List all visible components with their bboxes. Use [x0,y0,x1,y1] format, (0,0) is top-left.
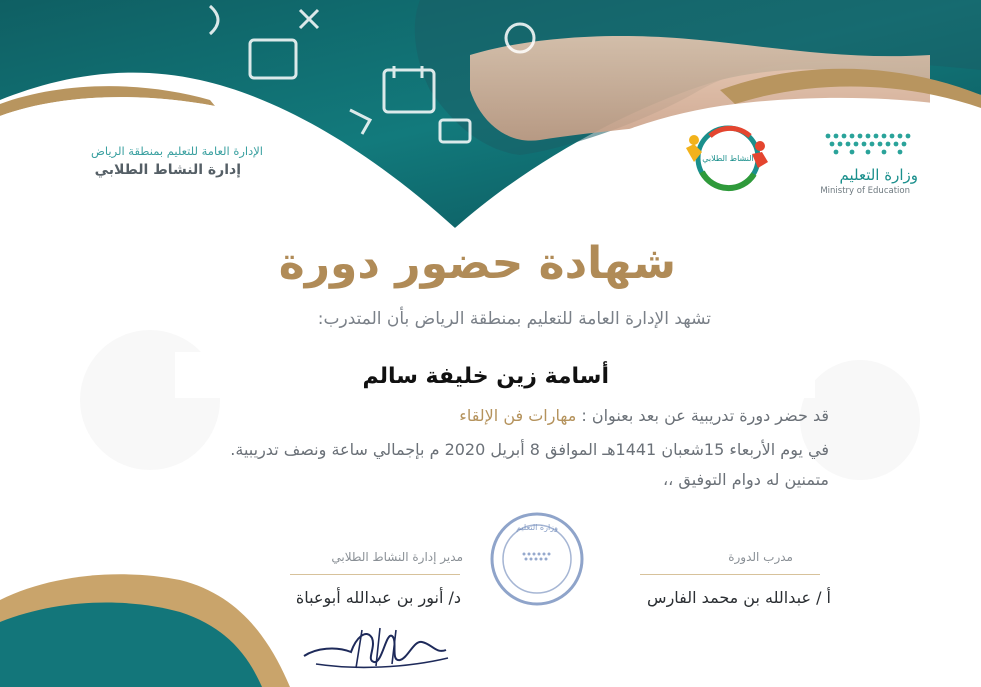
trainer-caption: مدرب الدورة [728,550,793,564]
issuer-line2: إدارة النشاط الطلابي [94,162,241,178]
director-caption: مدير إدارة النشاط الطلابي [331,550,463,564]
closing-line: متمنين له دوام التوفيق ،، [662,470,829,489]
ministry-dots-icon [820,130,920,156]
stamp-text: وزارة التعليم [516,523,558,532]
director-signature [296,618,456,676]
course-line [459,406,829,425]
official-stamp [488,510,586,608]
date-line: في يوم الأربعاء 15شعبان 1441هـ الموافق 8 أبريل 2020 م بإجمالي ساعة ونصف تدريبية. [230,440,829,459]
trainer-rule [640,574,820,575]
ministry-name-ar: وزارة التعليم [839,166,918,184]
director-name: د/ أنور بن عبدالله أبوعباة [295,588,461,607]
activity-logo-text: النشاط الطلابي [702,154,754,163]
certificate-title: شهادة حضور دورة [278,238,676,289]
trainee-name: أسامة زين خليفة سالم [362,364,609,389]
ministry-name-en: Ministry of Education [820,186,910,196]
student-activity-logo [680,122,772,196]
testify-text: تشهد الإدارة العامة للتعليم بمنطقة الرياض بأن المتدرب: [317,309,711,329]
issuer-line1: الإدارة العامة للتعليم بمنطقة الرياض [91,144,263,158]
ministry-of-education-logo [806,126,926,198]
attended-prefix: قد حضر دورة تدريبية عن بعد بعنوان : [576,406,829,425]
director-rule [290,574,460,575]
trainer-name: أ / عبدالله بن محمد الفارس [647,588,831,607]
course-title: مهارات فن الإلقاء [459,406,577,425]
